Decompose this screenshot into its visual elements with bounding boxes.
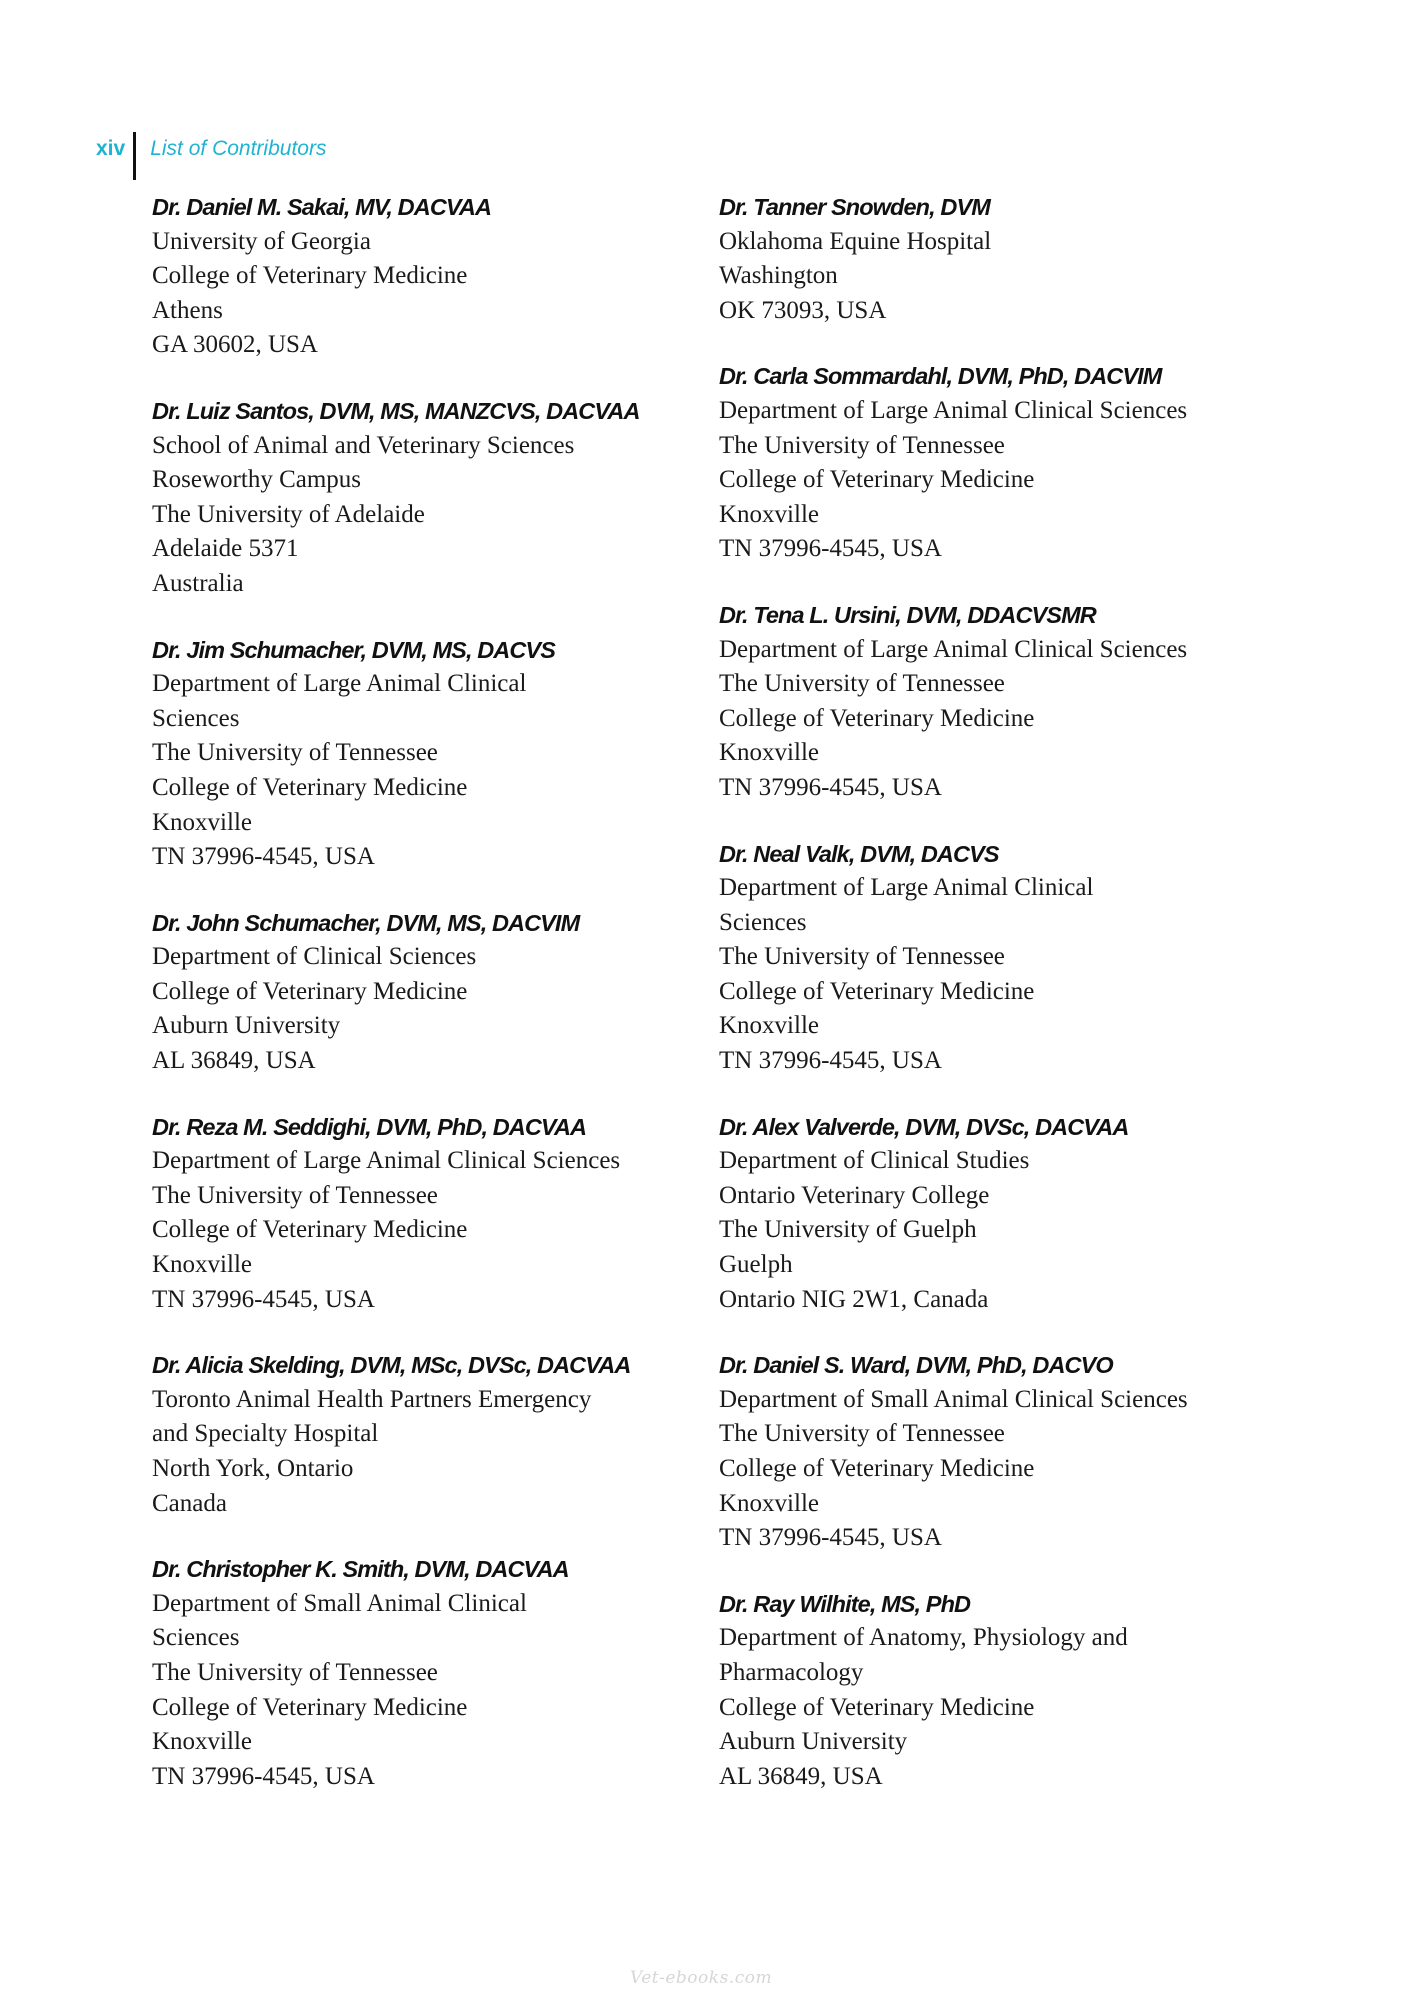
- address-line: The University of Tennessee: [719, 670, 1005, 698]
- address-line: Canada: [152, 1489, 227, 1517]
- address-line: Knoxville: [719, 500, 819, 528]
- address-line: TN 37996-4545, USA: [152, 843, 375, 871]
- contributor-name: Dr. Alicia Skelding, DVM, MSc, DVSc, DACVAA: [152, 1352, 631, 1379]
- address-line: Pharmacology: [719, 1658, 864, 1686]
- address-line: Ontario Veterinary College: [719, 1181, 990, 1209]
- address-line: OK 73093, USA: [719, 296, 887, 324]
- address-line: AL 36849, USA: [152, 1047, 316, 1075]
- contributor-name: Dr. Reza M. Seddighi, DVM, PhD, DACVAA: [152, 1113, 587, 1140]
- address-line: North York, Ontario: [152, 1455, 354, 1482]
- address-line: Auburn University: [719, 1728, 908, 1756]
- address-line: The University of Tennessee: [719, 943, 1005, 971]
- address-line: Knoxville: [152, 1251, 252, 1279]
- contributor-entry: [152, 1110, 712, 1318]
- contributor-name: Dr. Christopher K. Smith, DVM, DACVAA: [152, 1556, 569, 1583]
- running-header: [96, 132, 326, 180]
- contributor-entry: [719, 837, 1279, 1079]
- address-line: Knoxville: [152, 808, 252, 836]
- address-line: Department of Large Animal Clinical Sciences: [719, 396, 1188, 424]
- address-line: Athens: [152, 296, 223, 324]
- address-line: The University of Adelaide: [152, 500, 425, 528]
- running-title: List of Contributors: [150, 137, 327, 160]
- address-line: The University of Tennessee: [719, 1420, 1005, 1448]
- address-line: College of Veterinary Medicine: [719, 977, 1035, 1005]
- address-line: University of Georgia: [152, 227, 371, 255]
- address-line: TN 37996-4545, USA: [719, 1524, 942, 1552]
- address-line: Knoxville: [152, 1728, 252, 1756]
- address-line: Toronto Animal Health Partners Emergency: [152, 1385, 592, 1413]
- address-line: Ontario NIG 2W1, Canada: [719, 1285, 989, 1313]
- contributor-name: Dr. Luiz Santos, DVM, MS, MANZCVS, DACVAA: [152, 397, 640, 424]
- address-line: Roseworthy Campus: [152, 466, 362, 494]
- contributor-entry: [719, 359, 1279, 567]
- address-line: AL 36849, USA: [719, 1762, 883, 1790]
- address-line: College of Veterinary Medicine: [152, 262, 468, 290]
- address-line: School of Animal and Veterinary Sciences: [152, 431, 575, 459]
- contributor-name: Dr. Ray Wilhite, MS, PhD: [719, 1590, 971, 1617]
- address-line: The University of Tennessee: [152, 1658, 438, 1686]
- right-column: [719, 190, 1279, 1825]
- address-line: TN 37996-4545, USA: [719, 773, 942, 801]
- address-line: Department of Small Animal Clinical Sciences: [719, 1385, 1188, 1413]
- contributor-name: Dr. Daniel M. Sakai, MV, DACVAA: [152, 194, 492, 220]
- address-line: Department of Small Animal Clinical: [152, 1589, 527, 1617]
- address-line: Guelph: [719, 1251, 793, 1279]
- address-line: Washington: [719, 262, 838, 290]
- address-line: Knoxville: [719, 1489, 819, 1517]
- contributor-name: Dr. Neal Valk, DVM, DACVS: [719, 840, 999, 867]
- address-line: TN 37996-4545, USA: [719, 535, 942, 563]
- address-line: Oklahoma Equine Hospital: [719, 227, 992, 255]
- address-line: Sciences: [152, 1624, 240, 1652]
- left-column: [152, 190, 712, 1825]
- contributor-entry: [719, 1348, 1279, 1556]
- page-number: xiv: [96, 137, 126, 160]
- address-line: Australia: [152, 569, 244, 597]
- contributor-entry: [719, 598, 1279, 806]
- contributor-entry: [719, 1587, 1279, 1795]
- address-line: TN 37996-4545, USA: [152, 1285, 375, 1313]
- address-line: College of Veterinary Medicine: [152, 773, 468, 801]
- address-line: Department of Large Animal Clinical: [152, 670, 527, 698]
- contributor-name: Dr. Jim Schumacher, DVM, MS, DACVS: [152, 636, 555, 663]
- address-line: Department of Clinical Studies: [719, 1147, 1030, 1175]
- address-line: College of Veterinary Medicine: [152, 977, 468, 1005]
- contributor-entry: [719, 190, 1279, 328]
- contributor-name: Dr. Carla Sommardahl, DVM, PhD, DACVIM: [719, 363, 1162, 390]
- contributor-name: Dr. Alex Valverde, DVM, DVSc, DACVAA: [719, 1113, 1129, 1140]
- address-line: College of Veterinary Medicine: [152, 1693, 468, 1721]
- address-line: Adelaide 5371: [152, 535, 299, 563]
- address-line: The University of Tennessee: [152, 739, 438, 767]
- address-line: TN 37996-4545, USA: [719, 1047, 942, 1075]
- contributor-name: Dr. Daniel S. Ward, DVM, PhD, DACVO: [719, 1352, 1113, 1379]
- contributor-entry: [719, 1110, 1279, 1318]
- contributor-name: Dr. Tena L. Ursini, DVM, DDACVSMR: [719, 601, 1096, 628]
- contributor-name: Dr. Tanner Snowden, DVM: [719, 194, 990, 220]
- contributor-entry: [152, 1348, 712, 1521]
- address-line: The University of Tennessee: [152, 1181, 438, 1209]
- contributor-entry: [152, 633, 712, 875]
- address-line: Sciences: [719, 908, 807, 936]
- address-line: The University of Tennessee: [719, 431, 1005, 459]
- address-line: College of Veterinary Medicine: [719, 704, 1035, 732]
- address-line: and Specialty Hospital: [152, 1420, 379, 1448]
- contributor-entry: [152, 1552, 712, 1794]
- address-line: College of Veterinary Medicine: [719, 1693, 1035, 1721]
- address-line: Department of Clinical Sciences: [152, 943, 477, 971]
- address-line: College of Veterinary Medicine: [719, 1455, 1035, 1482]
- address-line: The University of Guelph: [719, 1216, 977, 1244]
- contributor-entry: [152, 906, 712, 1079]
- contributor-entry: [152, 394, 712, 602]
- address-line: College of Veterinary Medicine: [152, 1216, 468, 1244]
- contributor-entry: [152, 190, 712, 363]
- watermark-logo: Vet-ebooks.com: [630, 1968, 773, 1988]
- address-line: Department of Anatomy, Physiology and: [719, 1624, 1128, 1652]
- address-line: TN 37996-4545, USA: [152, 1762, 375, 1790]
- address-line: Sciences: [152, 704, 240, 732]
- address-line: Knoxville: [719, 739, 819, 767]
- address-line: Knoxville: [719, 1012, 819, 1040]
- address-line: GA 30602, USA: [152, 331, 318, 359]
- address-line: Auburn University: [152, 1012, 341, 1040]
- contributor-name: Dr. John Schumacher, DVM, MS, DACVIM: [152, 909, 580, 936]
- address-line: Department of Large Animal Clinical Sciences: [152, 1147, 621, 1175]
- address-line: Department of Large Animal Clinical Sciences: [719, 635, 1188, 663]
- address-line: Department of Large Animal Clinical: [719, 874, 1094, 902]
- address-line: College of Veterinary Medicine: [719, 466, 1035, 494]
